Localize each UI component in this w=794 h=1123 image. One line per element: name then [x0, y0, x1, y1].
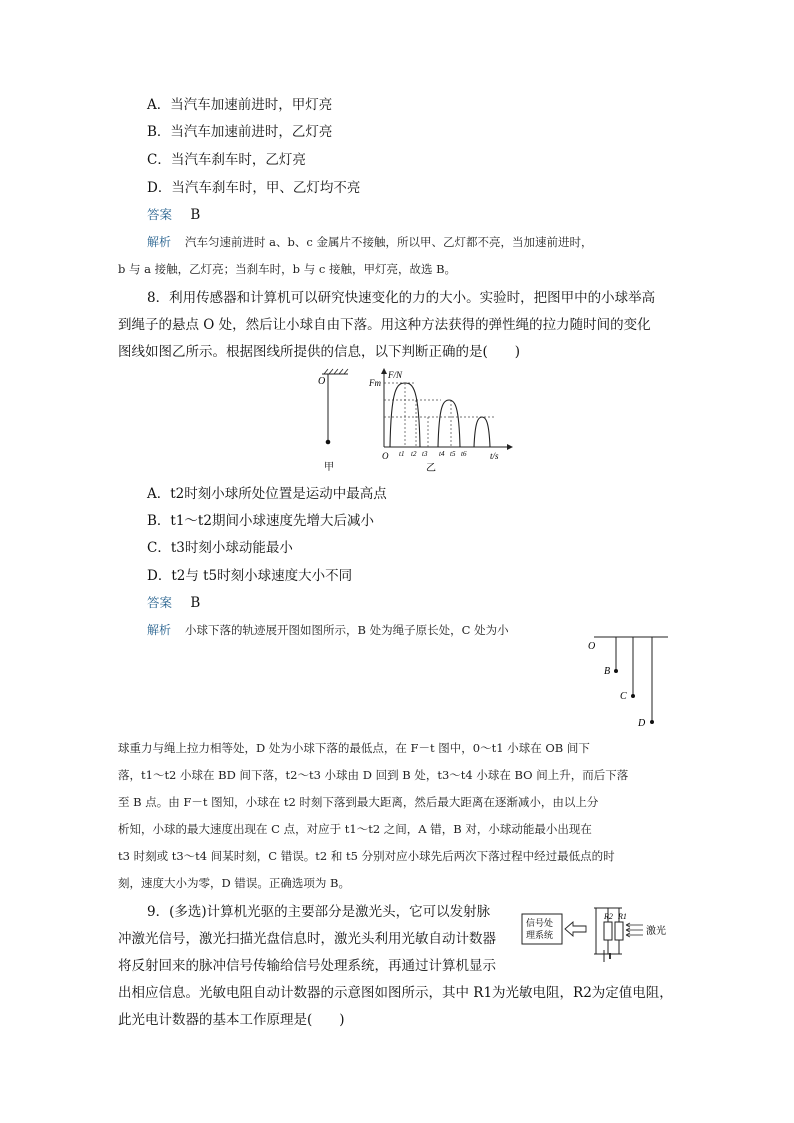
label-c: C: [620, 691, 627, 702]
laser-label: 激光: [646, 926, 666, 937]
answer-label: 答案: [147, 595, 173, 610]
q8-stem-line3: 图线如图乙所示。根据图线所提供的信息，以下判断正确的是( ): [118, 344, 521, 360]
q9-stem-line2: 冲激光信号，激光扫描光盘信息时，激光头利用光敏自动计数器: [118, 931, 496, 947]
y-axis-label: F/N: [388, 370, 403, 380]
analysis-text: 汽车匀速前进时 a、b、c 金属片不接触，所以甲、乙灯都不亮，当加速前进时，: [185, 235, 593, 249]
label-d: D: [638, 718, 646, 729]
point-d: [650, 720, 654, 724]
signal-box-text1: 信号处: [526, 918, 554, 928]
q8-analysis-first: [147, 620, 509, 640]
figure-yi-graph: [366, 366, 516, 478]
q7-option-c: C．当汽车刹车时，乙灯亮: [147, 152, 306, 168]
tick-t4: t4: [439, 450, 445, 458]
q8-analysis-line: 至 B 点。由 F－t 图知，小球在 t2 时刻下落到最大距离，然后最大距离在逐渐减小，由以上分: [118, 795, 599, 809]
tick-t5: t5: [450, 450, 456, 458]
q7-analysis-line1: [147, 232, 592, 252]
label-b: B: [604, 666, 611, 677]
q9-stem-line3: 将反射回来的脉冲信号传输给信号处理系统，再通过计算机显示: [118, 958, 496, 974]
q7-analysis-line2: b 与 a 接触，乙灯亮；当刹车时，b 与 c 接触，甲灯亮，故选 B。: [118, 262, 457, 276]
resistor-r2: [604, 922, 612, 940]
q9-stem-line4: 出相应信息。光敏电阻自动计数器的示意图如图所示，其中 R1为光敏电阻，R2为定值电阻，: [118, 985, 673, 1001]
ball: [326, 440, 331, 445]
signal-box-text2: 理系统: [526, 930, 554, 940]
tick-t2: t2: [411, 450, 417, 458]
q8-answer: [147, 593, 200, 613]
hollow-arrow: [565, 922, 586, 936]
figure-yi-caption: 乙: [426, 463, 436, 474]
q8-option-d: D．t2与 t5时刻小球速度大小不同: [147, 568, 353, 584]
q8-analysis-line: t3 时刻或 t3～t4 间某时刻，C 错误。t2 和 t5 分别对应小球先后两次下落过程中经过最低点的时: [118, 849, 615, 863]
q8-analysis-line: 刻，速度大小为零，D 错误。正确选项为 B。: [118, 876, 350, 890]
q8-stem-line1: 8．利用传感器和计算机可以研究快速变化的力的大小。实验时，把图甲中的小球举高: [147, 290, 656, 306]
q8-analysis-line: 析知，小球的最大速度出现在 C 点，对应于 t1～t2 之间，A 错，B 对，小球动能最小出现在: [118, 822, 592, 836]
figure-jia: [300, 368, 360, 480]
point-b: [614, 669, 618, 673]
analysis-label: 解析: [147, 623, 172, 637]
analysis-label: 解析: [147, 235, 172, 249]
q8-analysis-line: 球重力与绳上拉力相等处，D 处为小球下落的最低点，在 F－t 图中，0～t1 小球在 OB 间下: [118, 741, 590, 755]
fm-label: Fm: [369, 378, 381, 388]
q7-option-b: B．当汽车加速前进时，乙灯亮: [147, 124, 333, 140]
tick-t1: t1: [399, 450, 405, 458]
q8-option-a: A．t2时刻小球所处位置是运动中最高点: [147, 486, 387, 502]
answer-label: 答案: [147, 207, 173, 222]
point-c: [631, 694, 635, 698]
analysis-text: 小球下落的轨迹展开图如图所示，B 处为绳子原长处，C 处为小: [185, 623, 509, 637]
ceiling-hatch: [324, 369, 348, 374]
q8-stem-line2: 到绳子的悬点 O 处，然后让小球自由下落。用这种方法获得的弹性绳的拉力随时间的变化: [118, 317, 651, 333]
pulse-3: [474, 417, 490, 447]
circuit-diagram: [518, 900, 678, 968]
answer-value: B: [190, 207, 201, 223]
resistor-r1: [615, 922, 623, 940]
answer-value: B: [190, 595, 201, 611]
figure-jia-caption: 甲: [324, 462, 334, 473]
r2-label: R2: [604, 912, 613, 921]
tick-t3: t3: [422, 450, 428, 458]
q8-option-c: C．t3时刻小球动能最小: [147, 540, 293, 556]
trajectory-figure: [582, 630, 672, 730]
label-o: O: [588, 641, 596, 652]
q7-option-a: A．当汽车加速前进时，甲灯亮: [147, 97, 333, 113]
laser-rays: [626, 923, 643, 937]
q7-option-d: D．当汽车刹车时，甲、乙灯均不亮: [147, 180, 361, 196]
q8-analysis-line: 落，t1～t2 小球在 BD 间下落，t2～t3 小球由 D 回到 B 处，t3～t4 小球在 BO 间上升，而后下落: [118, 768, 629, 782]
q7-answer: [147, 205, 200, 225]
dashed-guides: [384, 383, 494, 447]
r1-label: R1: [618, 912, 627, 921]
q8-option-b: B．t1～t2期间小球速度先增大后减小: [147, 513, 374, 529]
q9-stem-line1: 9．(多选)计算机光驱的主要部分是激光头，它可以发射脉: [147, 904, 491, 920]
x-axis-label: t/s: [490, 451, 499, 461]
origin-label: O: [382, 451, 389, 461]
tick-t6: t6: [461, 450, 467, 458]
point-o-label: O: [318, 376, 326, 387]
q9-stem-line5: 此光电计数器的基本工作原理是( ): [118, 1012, 345, 1028]
pulse-2: [438, 400, 460, 447]
